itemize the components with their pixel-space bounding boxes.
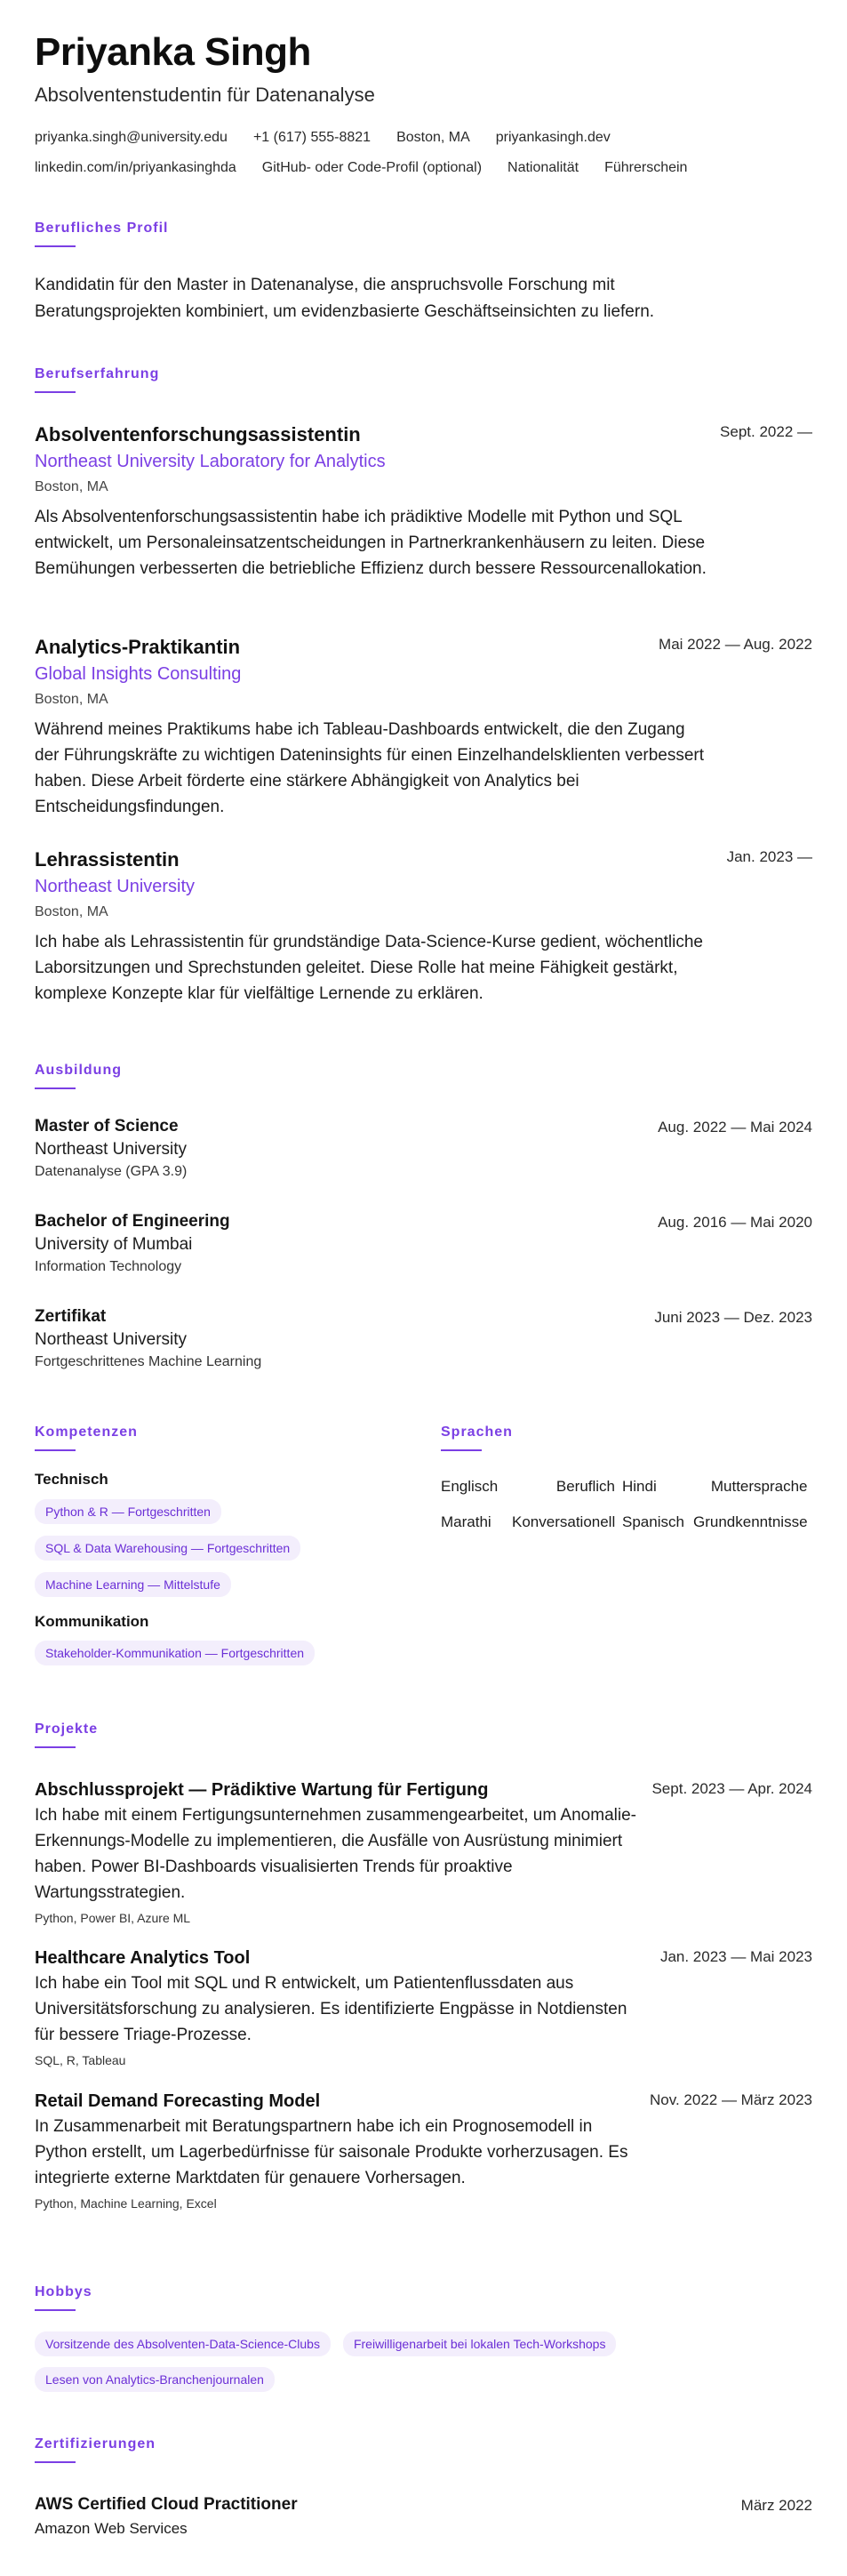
section-rule	[35, 1449, 76, 1451]
education-entry	[35, 1307, 812, 1370]
edu-date: Aug. 2022 — Mai 2024	[658, 1119, 812, 1136]
edu-degree: Master of Science	[35, 1117, 179, 1136]
contact-nationality: Nationalität	[507, 160, 579, 175]
skill-chip: SQL & Data Warehousing — Fortgeschritten	[35, 1536, 300, 1561]
edu-school: University of Mumbai	[35, 1235, 193, 1254]
profile-summary: Kandidatin für den Master in Datenanalyse, die anspruchsvolle Forschung mit Beratungsprojekten kombiniert, um evidenzbasierte Geschäftseinsichten zu liefern.	[35, 276, 655, 321]
contact-location: Boston, MA	[396, 130, 470, 145]
contact-row-secondary	[35, 160, 687, 176]
project-entry	[35, 1948, 812, 2067]
skills-communication-label: Kommunikation	[35, 1613, 149, 1630]
project-entry	[35, 1780, 812, 1925]
section-rule	[35, 391, 76, 393]
section-rule	[35, 1746, 76, 1748]
languages-grid	[441, 1478, 812, 1531]
hobbies-list	[35, 2331, 781, 2392]
job-date: Sept. 2022 —	[720, 423, 812, 440]
contact-website[interactable]: priyankasingh.dev	[495, 130, 611, 145]
section-title-skills: Kompetenzen	[35, 1424, 138, 1440]
edu-school: Northeast University	[35, 1330, 188, 1349]
language-level: Muttersprache	[710, 1478, 808, 1495]
job-date: Mai 2022 — Aug. 2022	[659, 636, 812, 653]
project-description: In Zusammenarbeit mit Beratungspartnern habe ich ein Prognosemodell in Python erstellt, um Lagerbedürfnisse für saisonale Produkte vorherzusagen. Es integrierte externe Marktdaten für genauere Vorhersagen.	[35, 2117, 628, 2187]
edu-degree: Zertifikat	[35, 1307, 107, 1326]
project-tech: Python, Power BI, Azure ML	[35, 1911, 191, 1925]
job-title: Absolventenforschungsassistentin	[35, 423, 361, 445]
skills-technical-label: Technisch	[35, 1471, 108, 1488]
project-title: Healthcare Analytics Tool	[35, 1948, 251, 1968]
section-rule	[441, 1449, 482, 1451]
section-rule	[35, 245, 76, 247]
technical-skills-list	[35, 1499, 300, 1597]
job-title: Lehrassistentin	[35, 848, 180, 871]
language-name: Spanisch	[622, 1513, 684, 1530]
cert-date: März 2022	[740, 2497, 812, 2514]
section-title-hobbies: Hobbys	[35, 2284, 92, 2299]
project-tech: SQL, R, Tableau	[35, 2053, 126, 2067]
section-title-education: Ausbildung	[35, 1063, 122, 1078]
section-rule	[35, 1087, 76, 1089]
language-level: Beruflich	[555, 1478, 615, 1495]
job-date: Jan. 2023 —	[726, 848, 812, 865]
communication-skills-list	[35, 1641, 315, 1665]
edu-field: Datenanalyse (GPA 3.9)	[35, 1164, 188, 1179]
project-description: Ich habe mit einem Fertigungsunternehmen zusammengearbeitet, um Anomalie-Erkennungs-Modelle zu implementieren, die Ausfälle von Ausrüstung minimiert haben. Power BI-Dashboards visualisierten Trends für proaktive Wartungsstrategien.	[35, 1806, 636, 1902]
skill-chip: Python & R — Fortgeschritten	[35, 1499, 221, 1524]
contact-row-primary	[35, 130, 611, 146]
edu-school: Northeast University	[35, 1140, 188, 1159]
cert-issuer: Amazon Web Services	[35, 2520, 188, 2537]
project-date: Nov. 2022 — März 2023	[650, 2091, 812, 2108]
hobby-chip: Lesen von Analytics-Branchenjournalen	[35, 2367, 275, 2392]
experience-entry	[35, 848, 812, 1007]
skill-chip: Stakeholder-Kommunikation — Fortgeschritten	[35, 1641, 315, 1665]
project-tech: Python, Machine Learning, Excel	[35, 2196, 217, 2211]
job-organization: Global Insights Consulting	[35, 664, 242, 684]
job-organization: Northeast University Laboratory for Analytics	[35, 452, 386, 471]
edu-date: Juni 2023 — Dez. 2023	[654, 1309, 812, 1326]
job-location: Boston, MA	[35, 692, 108, 707]
section-rule	[35, 2461, 76, 2463]
job-description: Als Absolventenforschungsassistentin habe ich prädiktive Modelle mit Python und SQL entwickelt, um Personaleinsatzentscheidungen in Partnerkrankenhäusern zu leiten. Diese Bemühungen verbesserten die betriebliche Effizienz durch bessere Ressourcenallokation.	[35, 508, 707, 578]
project-title: Abschlussprojekt — Prädiktive Wartung für Fertigung	[35, 1780, 489, 1800]
section-title-languages: Sprachen	[441, 1424, 513, 1440]
section-rule	[35, 2309, 76, 2311]
language-name: Marathi	[441, 1513, 491, 1530]
contact-license: Führerschein	[604, 160, 688, 175]
contact-email[interactable]: priyanka.singh@university.edu	[35, 130, 228, 145]
job-location: Boston, MA	[35, 479, 108, 494]
job-organization: Northeast University	[35, 877, 196, 896]
hobby-chip: Vorsitzende des Absolventen-Data-Science-Clubs	[35, 2331, 331, 2356]
section-title-certifications: Zertifizierungen	[35, 2436, 156, 2452]
job-title: Analytics-Praktikantin	[35, 636, 241, 658]
cert-title: AWS Certified Cloud Practitioner	[35, 2495, 298, 2514]
experience-entry	[35, 636, 812, 820]
job-location: Boston, MA	[35, 904, 108, 919]
project-date: Sept. 2023 — Apr. 2024	[651, 1780, 812, 1797]
language-name: Hindi	[622, 1478, 657, 1495]
project-date: Jan. 2023 — Mai 2023	[659, 1948, 812, 1965]
section-title-projects: Projekte	[35, 1721, 99, 1737]
candidate-name: Priyanka Singh	[35, 30, 311, 74]
experience-entry	[35, 423, 812, 582]
job-description: Während meines Praktikums habe ich Tableau-Dashboards entwickelt, die den Zugang der Führungskräfte zu wichtigen Dateninsights für einen Einzelhandelsklienten verbessert haben. Diese Arbeit förderte eine stärkere Abhängigkeit von Analytics bei Entscheidungsfindungen.	[35, 720, 705, 816]
section-title-experience: Berufserfahrung	[35, 366, 160, 381]
contact-github[interactable]: GitHub- oder Code-Profil (optional)	[261, 160, 483, 175]
hobby-chip: Freiwilligenarbeit bei lokalen Tech-Workshops	[343, 2331, 617, 2356]
language-name: Englisch	[441, 1478, 499, 1495]
education-entry	[35, 1212, 812, 1275]
education-entry	[35, 1117, 812, 1180]
language-level: Grundkenntnisse	[693, 1513, 808, 1530]
edu-degree: Bachelor of Engineering	[35, 1212, 230, 1231]
contact-phone[interactable]: +1 (617) 555-8821	[252, 130, 372, 145]
contact-linkedin[interactable]: linkedin.com/in/priyankasinghda	[35, 160, 236, 175]
project-entry	[35, 2091, 812, 2211]
edu-field: Fortgeschrittenes Machine Learning	[35, 1354, 262, 1369]
certification-entry	[35, 2495, 812, 2538]
candidate-headline: Absolventenstudentin für Datenanalyse	[35, 84, 375, 106]
job-description: Ich habe als Lehrassistentin für grundständige Data-Science-Kurse gedient, wöchentliche Laborsitzungen und Sprechstunden geleitet. Diese Rolle hat meine Fähigkeit gestärkt, komplexe Konzepte klar für vielfältige Lernende zu erklären.	[35, 933, 704, 1003]
project-description: Ich habe ein Tool mit SQL und R entwickelt, um Patientenflussdaten aus Universitätsforschung zu analysieren. Es identifizierte Engpässe in Notdiensten für bessere Triage-Prozesse.	[35, 1974, 627, 2044]
edu-date: Aug. 2016 — Mai 2020	[658, 1214, 812, 1231]
section-title-profile: Berufliches Profil	[35, 221, 169, 236]
project-title: Retail Demand Forecasting Model	[35, 2091, 321, 2111]
edu-field: Information Technology	[35, 1259, 182, 1274]
skill-chip: Machine Learning — Mittelstufe	[35, 1572, 231, 1597]
language-level: Konversationell	[512, 1513, 616, 1530]
